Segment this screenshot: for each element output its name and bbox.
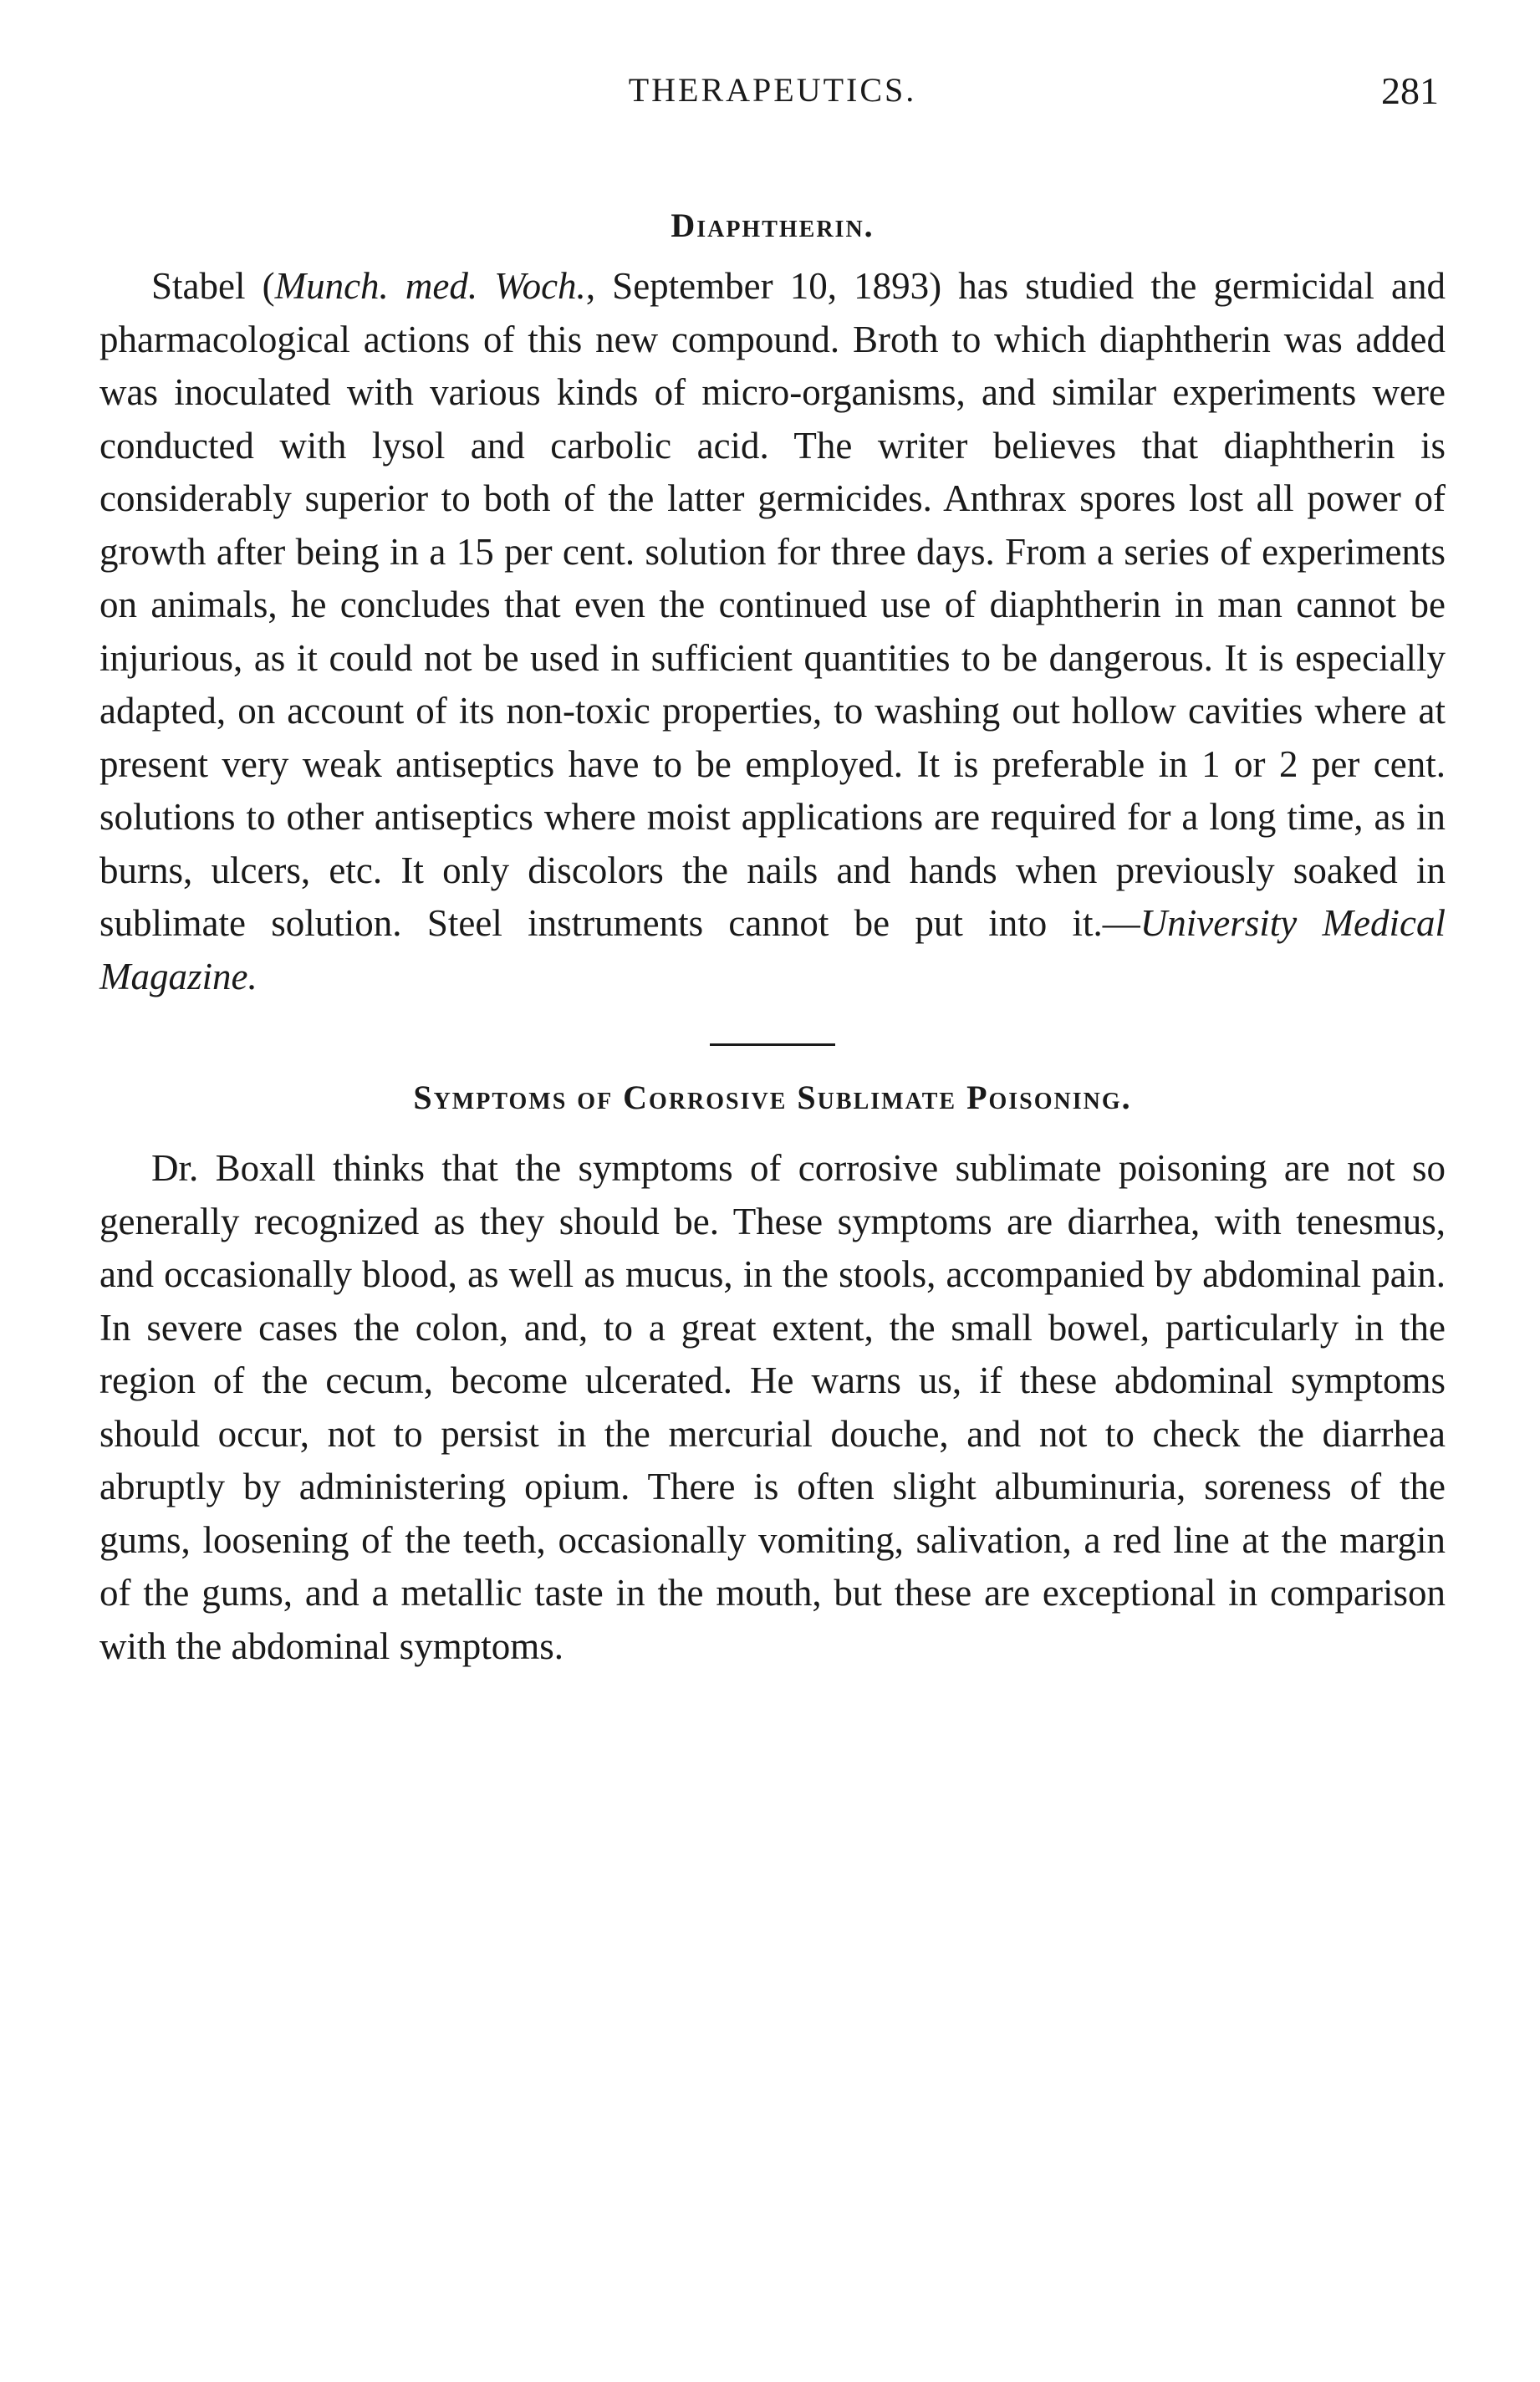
section-heading-diaphtherin: Diaphtherin. xyxy=(671,207,875,244)
paragraph-lead: Stabel ( xyxy=(151,265,275,307)
section-heading-sublimate-poisoning: Symptoms of Corrosive Sublimate Poisoning. xyxy=(413,1079,1132,1116)
book-page xyxy=(99,50,1446,1673)
source-journal: University Medical Magazine. xyxy=(99,902,1446,997)
paragraph-sublimate-poisoning: Dr. Boxall thinks that the symptoms of corrosive sublimate poisoning are not so generally recognized as they should be. These symptoms are diarrhea, with tenesmus, and occasionally blood, as well as mucus, in the stools, accompanied by abdominal pain. In severe cases the colon, and, to a great extent, the small bowel, particularly in the region of the cecum, become ulcerated. He warns us, if these abdominal symptoms should occur, not to persist in the mercurial douche, and not to check the diarrhea abruptly by administering opium. There is often slight albuminuria, soreness of the gums, loosening of the teeth, occasionally vomiting, salivation, a red line at the margin of the gums, and a metallic taste in the mouth, but these are exceptional in comparison with the abdominal symptoms. xyxy=(99,1147,1446,1667)
paragraph-diaphtherin xyxy=(99,260,1446,1003)
citation-journal: Munch. med. Woch. xyxy=(274,265,586,307)
section-divider xyxy=(710,1043,835,1046)
running-head xyxy=(99,50,1446,125)
page-number: 281 xyxy=(1381,69,1439,112)
running-title: THERAPEUTICS. xyxy=(628,71,917,109)
paragraph-body: , September 10, 1893) has studied the germicidal and pharmacological actions of this new compound. Broth to which diaphtherin was added was inoculated with various kinds of micro-organisms, and similar experiments were conducted with lysol and carbolic acid. The writer believes that diaphtherin is considerably superior to both of the latter germicides. Anthrax spores lost all power of growth after being in a 15 per cent. solution for three days. From a series of experiments on animals, he concludes that even the continued use of diaphtherin in man cannot be injurious, as it could not be used in sufficient quantities to be dangerous. It is especially adapted, on account of its non-toxic properties, to washing out hollow cavities where at present very weak antiseptics have to be employed. It is preferable in 1 or 2 per cent. solutions to other antiseptics where moist applications are required for a long time, as in burns, ulcers, etc. It only discolors the nails and hands when previously soaked in sublimate solution. Steel instruments cannot be put into it.— xyxy=(99,265,1446,944)
